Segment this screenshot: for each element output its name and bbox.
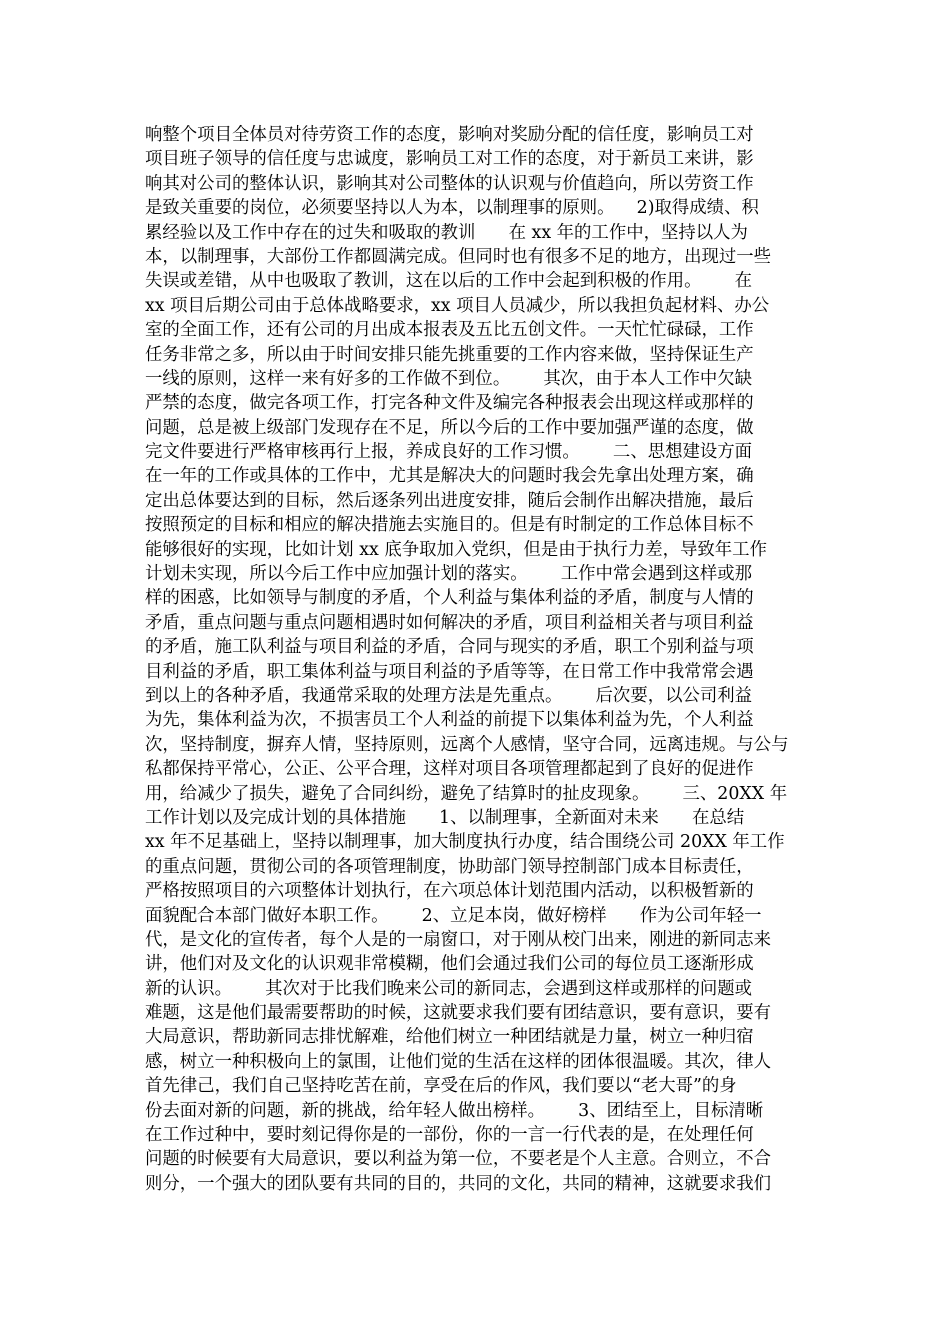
text-line: 在一年的工作或具体的工作中，尤其是解决大的问题时我会先拿出处理方案，确 — [145, 466, 754, 487]
text-line: 在工作过种中，要时刻记得你是的一部份，你的一言一行代表的是，在处理任何 — [145, 1125, 754, 1146]
text-line: 任务非常之多，所以由于时间安排只能先挑重要的工作内容来做，坚持保证生产 — [145, 344, 754, 365]
text-line: 为先，集体利益为次，不损害员工个人利益的前提下以集体利益为先，个人利益 — [145, 710, 754, 731]
text-line: 的矛盾，施工队利益与项目利益的矛盾，合同与现实的矛盾，职工个别利益与项 — [145, 637, 754, 658]
text-line: 问题，总是被上级部门发现存在不足，所以今后的工作中要加强严谨的态度，做 — [145, 417, 754, 438]
text-line: 讲，他们对及文化的认识观非常模糊，他们会通过我们公司的每位员工逐渐形成 — [145, 954, 754, 975]
text-line: 响整个项目全体员对待劳资工作的态度，影响对奖励分配的信任度，影响员工对 — [145, 125, 754, 145]
text-line: 用，给减少了损失，避免了合同纠纷，避免了结算时的扯皮现象。 三、20XX 年 — [145, 783, 788, 804]
text-line: 失误或差错，从中也吸取了教训，这在以后的工作中会起到积极的作用。 在 — [145, 271, 753, 292]
body-text — [145, 123, 813, 1196]
text-line: 计划未实现，所以今后工作中应加强计划的落实。 工作中常会遇到这样或那 — [145, 564, 753, 585]
text-line: 则分，一个强大的团队要有共同的目的，共同的文化，共同的精神，这就要求我们 — [145, 1173, 772, 1194]
text-line: 首先律己，我们自己坚持吃苦在前，享受在后的作风，我们要以“老大哥”的身 — [145, 1076, 737, 1097]
text-line: 定出总体要达到的目标，然后逐条列出进度安排，随后会制作出解决措施，最后 — [145, 490, 754, 511]
text-line: xx 年不足基础上，坚持以制理事，加大制度执行办度，结合围绕公司 20XX 年工作 — [145, 832, 785, 853]
text-line: 完文件要进行严格审核再行上报，养成良好的工作习惯。 二、思想建设方面 — [145, 442, 753, 463]
text-line: 响其对公司的整体认识，影响其对公司整体的认识观与价值趋向，所以劳资工作 — [145, 173, 754, 194]
text-line: 工作计划以及完成计划的具体措施 1、以制理事，全新面对未来 在总结 — [145, 807, 745, 828]
text-line: 感，树立一种积极向上的氯围，让他们觉的生活在这样的团体很温暖。其次，律人 — [145, 1051, 772, 1072]
text-line: 份去面对新的问题，新的挑战，给年轻人做出榜样。 3、团结至上，目标清晰 — [145, 1100, 764, 1121]
text-line: 面貌配合本部门做好本职工作。 2、立足本岗，做好榜样 作为公司年轻一 — [145, 905, 762, 926]
text-line: 的重点问题，贯彻公司的各项管理制度，协助部门领导控制部门成本目标责任， — [145, 856, 754, 877]
text-line: 累经验以及工作中存在的过失和吸取的教训 在 xx 年的工作中，坚持以人为 — [145, 222, 748, 243]
text-line: 项目班子领导的信任度与忠诚度，影响员工对工作的态度，对于新员工来讲，影 — [145, 149, 754, 170]
text-line: 私都保持平常心，公正、公平合理，这样对项目各项管理都起到了良好的促进作 — [145, 759, 754, 780]
text-line: 一线的原则，这样一来有好多的工作做不到位。 其次，由于本人工作中欠缺 — [145, 368, 753, 389]
text-line: 问题的时候要有大局意识，要以利益为第一位，不要老是个人主意。合则立，不合 — [145, 1149, 772, 1170]
text-line: 室的全面工作，还有公司的月出成本报表及五比五创文件。一天忙忙碌碌，工作 — [145, 320, 754, 341]
text-line: 是致关重要的岗位，必须要坚持以人为本，以制理事的原则。 2)取得成绩、积 — [145, 198, 759, 219]
text-line: 难题，这是他们最需要帮助的时候，这就要求我们要有团结意识，要有意识，要有 — [145, 1003, 772, 1024]
text-line: 严格按照项目的六项整体计划执行，在六项总体计划范围内活动，以积极暂新的 — [145, 881, 754, 902]
text-line: 目利益的矛盾，职工集体利益与项目利益的予盾等等，在日常工作中我常常会遇 — [145, 661, 754, 682]
text-line: 本，以制理事，大部份工作都圆满完成。但同时也有很多不足的地方，出现过一些 — [145, 246, 772, 267]
text-line: xx 项目后期公司由于总体战略要求，xx 项目人员减少，所以我担负起材料、办公 — [145, 295, 770, 316]
text-line: 到以上的各种矛盾，我通常采取的处理方法是先重点。 后次要，以公司利益 — [145, 685, 753, 706]
text-line: 样的困惑，比如领导与制度的矛盾，个人利益与集体利益的矛盾，制度与人情的 — [145, 588, 754, 609]
text-line: 次，坚持制度，摒弃人情，坚持原则，远离个人感情，坚守合同，远离违规。与公与 — [145, 734, 789, 755]
text-line: 严禁的态度，做完各项工作，打完各种文件及编完各种报表会出现这样或那样的 — [145, 393, 754, 414]
text-line: 新的认识。 其次对于比我们晚来公司的新同志，会遇到这样或那样的问题或 — [145, 978, 753, 999]
text-line: 按照预定的目标和相应的解决措施去实施目的。但是有时制定的工作总体目标不 — [145, 515, 754, 536]
text-line: 大局意识，帮助新同志排忧解难，给他们树立一种团结就是力量，树立一种归宿 — [145, 1027, 754, 1048]
text-line: 矛盾，重点问题与重点问题相遇时如何解决的矛盾，项目利益相关者与项目利益 — [145, 612, 754, 633]
text-line: 代，是文化的宣传者，每个人是的一扇窗口，对于刚从校门出来，刚进的新同志来 — [145, 929, 772, 950]
text-line: 能够很好的实现，比如计划 xx 底争取加入党织，但是由于执行力差，导致年工作 — [145, 539, 767, 560]
